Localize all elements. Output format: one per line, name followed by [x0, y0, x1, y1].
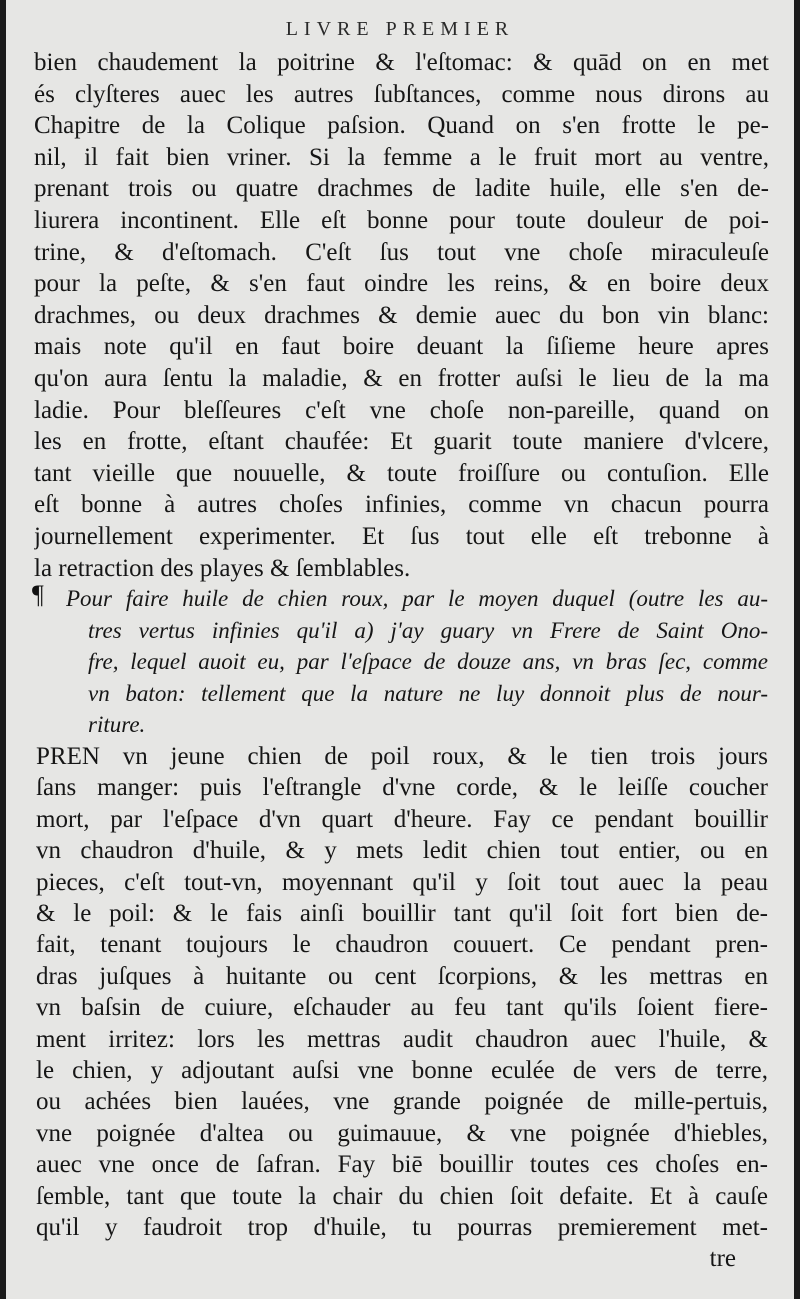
body-line: drachmes, ou deux drachmes & demie auec du bon vin blanc:: [34, 301, 769, 329]
body-line: Chapitre de la Colique paſsion. Quand on s'en frotte le pe-: [34, 112, 769, 140]
recipe-line: dras juſques à huitante ou cent ſcorpions, & les mettras en: [36, 962, 768, 990]
body-line: pour la peſte, & s'en faut oindre les reins, & en boire deux: [34, 270, 769, 298]
recipe-line: vne poignée d'altea ou guimauue, & vne poignée d'hiebles,: [36, 1119, 768, 1147]
body-line: journellement experimenter. Et ſus tout elle eſt trebonne à: [34, 523, 769, 550]
recipe-line: qu'il y faudroit trop d'huile, tu pourras premierement met-: [36, 1214, 768, 1241]
body-line: mais note qu'il en faut boire deuant la ſiſieme heure apres: [34, 333, 769, 361]
recipe-line: fait, tenant toujours le chaudron couuert. Ce pendant pren-: [36, 931, 768, 959]
recipe-line: ſemble, tant que toute la chair du chien ſoit defaite. Et à cauſe: [36, 1182, 768, 1210]
catchword: tre: [709, 1245, 736, 1272]
body-line: nil, il fait bien vriner. Si la femme a le fruit mort au ventre,: [34, 143, 769, 171]
body-line: la retraction des playes & ſemblables.: [34, 554, 411, 582]
body-line: eſt bonne à autres choſes infinies, comme vn chacun pourra: [34, 491, 769, 519]
body-line: prenant trois ou quatre drachmes de ladite huile, elle s'en de-: [34, 175, 769, 203]
body-line: ladie. Pour bleſſeures c'eſt vne choſe non-pareille, quand on: [34, 396, 769, 424]
body-line: liurera incontinent. Elle eſt bonne pour toute douleur de poi-: [34, 207, 769, 234]
rubric-line: riture.: [88, 712, 146, 737]
recipe-line: vn baſsin de cuiure, eſchauder au feu tant qu'ils ſoient fiere-: [36, 994, 768, 1022]
rubric-line: vn baton: tellement que la nature ne luy donnoit plus de nour-: [88, 680, 768, 706]
recipe-line: mort, par l'eſpace d'vn quart d'heure. Fay ce pendant bouillir: [36, 805, 768, 833]
rubric-line: tres vertus infinies qu'il a) j'ay guary vn Frere de Saint Ono-: [88, 617, 768, 643]
recipe-line: auec vne once de ſafran. Fay biē bouillir toutes ces choſes en-: [36, 1151, 768, 1179]
recipe-line: le chien, y adjoutant auſsi vne bonne eculée de vers de terre,: [36, 1057, 768, 1084]
book-page: [6, 0, 794, 1299]
body-line: tant vieille que nouuelle, & toute froiſſure ou contuſion. Elle: [34, 459, 769, 487]
body-line: és clyſteres auec les autres ſubſtances, comme nous dirons au: [34, 80, 769, 108]
recipe-line: PREN vn jeune chien de poil roux, & le tien trois jours: [36, 743, 768, 770]
pilcrow-mark: ¶: [32, 580, 44, 609]
recipe-line: vn chaudron d'huile, & y mets ledit chien tout entier, ou en: [36, 837, 768, 865]
recipe-line: ou achées bien lauées, vne grande poignée de mille-pertuis,: [36, 1088, 768, 1116]
body-line: qu'on aura ſentu la maladie, & en frotter auſsi le lieu de la ma: [34, 365, 769, 392]
body-line: trine, & d'eſtomach. C'eſt ſus tout vne choſe miraculeuſe: [34, 238, 769, 266]
rubric-line: fre, lequel auoit eu, par l'eſpace de douze ans, vn bras ſec, comme: [88, 649, 768, 674]
body-line: les en frotte, eſtant chaufée: Et guarit toute maniere d'vlcere,: [34, 428, 769, 456]
recipe-line: & le poil: & le fais ainſi bouillir tant qu'il ſoit fort bien de-: [36, 900, 768, 927]
recipe-line: ſans manger: puis l'eſtrangle d'vne corde, & le leiſſe coucher: [36, 774, 768, 802]
rubric-line: Pour faire huile de chien roux, par le moyen duquel (outre les au-: [66, 586, 768, 611]
recipe-line: ment irritez: lors les mettras audit chaudron auec l'huile, &: [36, 1025, 768, 1053]
running-head: LIVRE PREMIER: [285, 18, 515, 40]
body-line: bien chaudement la poitrine & l'eſtomac: & quād on en met: [34, 49, 769, 76]
recipe-line: pieces, c'eſt tout-vn, moyennant qu'il y ſoit tout auec la peau: [36, 868, 768, 896]
